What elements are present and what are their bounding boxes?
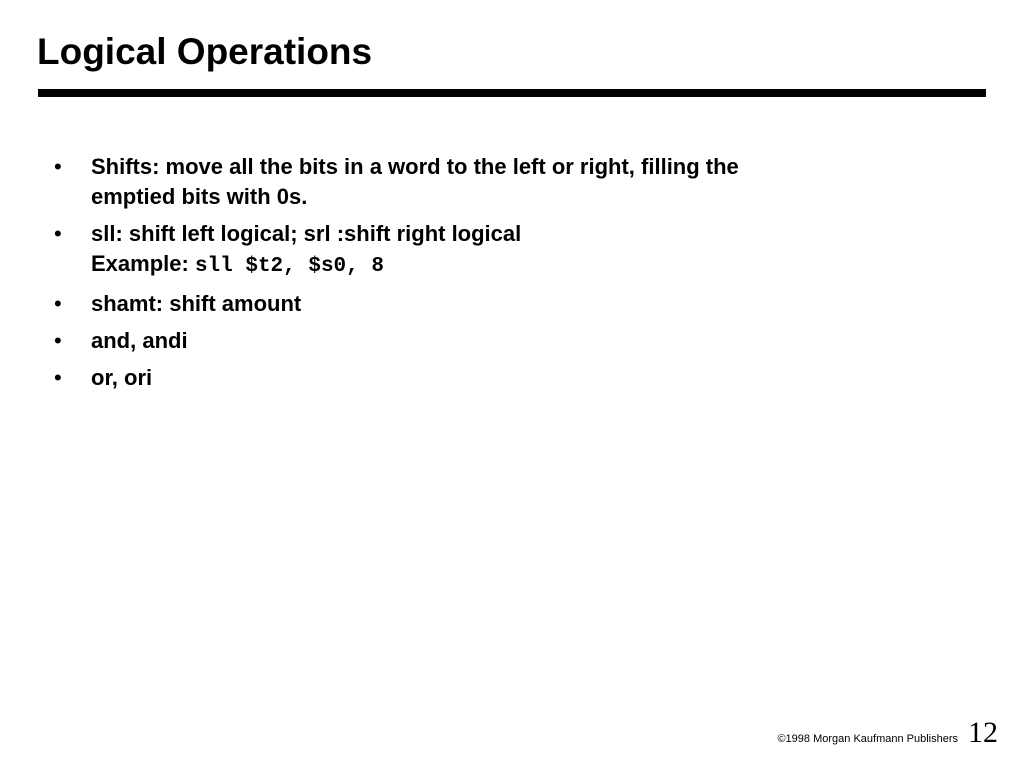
bullet-item-sll-srl	[54, 219, 934, 282]
bullet-icon: •	[54, 365, 62, 390]
slide-footer	[777, 715, 998, 751]
bullet-item-shifts	[54, 152, 934, 212]
bullet-icon: •	[54, 328, 62, 353]
page-number: 12	[968, 716, 998, 749]
bullet-item-and	[54, 326, 934, 356]
bullet-icon: •	[54, 221, 62, 246]
example-label: Example:	[91, 251, 195, 276]
title-divider	[38, 89, 986, 97]
bullet-item-shamt	[54, 289, 934, 319]
bullet-list	[54, 152, 934, 400]
example-code: sll $t2, $s0, 8	[194, 255, 384, 278]
copyright-notice: ©1998 Morgan Kaufmann Publishers	[777, 733, 958, 745]
bullet-text-line: Shifts: move all the bits in a word to the left or right, filling the	[91, 154, 739, 179]
bullet-text-line: and, andi	[91, 328, 188, 353]
bullet-item-or	[54, 363, 934, 393]
example-line	[91, 249, 934, 282]
slide-title: Logical Operations	[37, 31, 373, 72]
bullet-icon: •	[54, 154, 62, 179]
bullet-text-line: sll: shift left logical; srl :shift right logical	[91, 221, 522, 246]
bullet-text-line: emptied bits with 0s.	[91, 184, 308, 209]
bullet-icon: •	[54, 291, 62, 316]
bullet-text-line: shamt: shift amount	[91, 291, 302, 316]
bullet-text-line: or, ori	[91, 365, 153, 390]
